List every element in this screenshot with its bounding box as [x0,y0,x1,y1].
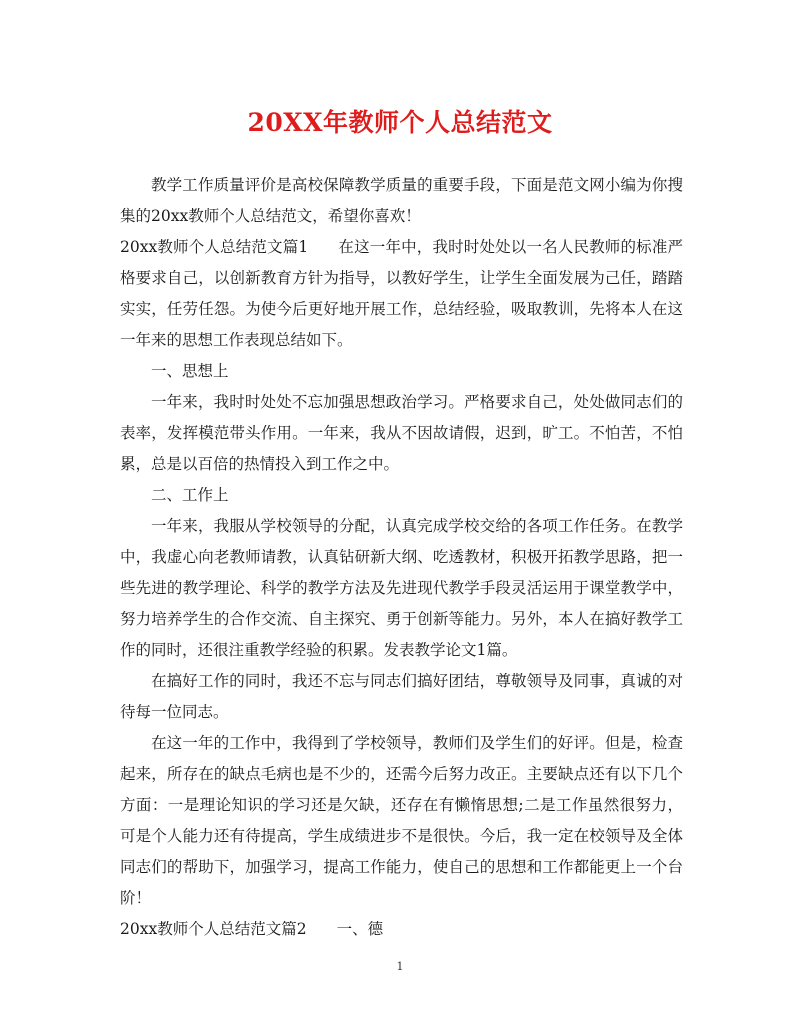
document-title: 20XX年教师个人总结范文 [247,108,553,137]
heading-thought: 一、思想上 [151,362,229,380]
paragraph-thought: 一年来，我时时处处不忘加强思想政治学习。严格要求自己，处处做同志们的表率，发挥模范带头作用。一年来，我从不因故请假，迟到，旷工。不怕苦，不怕累，总是以百倍的热情投入到工作之中。 [120,393,683,473]
paragraph-work: 一年来，我服从学校领导的分配，认真完成学校交给的各项工作任务。在教学中，我虚心向老教师请教，认真钻研新大纲、吃透教材，积极开拓教学思路，把一些先进的教学理论、科学的教学方法及先进现代教学手段灵活运用于课堂教学中，努力培养学生的合作交流、自主探究、勇于创新等能力。另外，本人在搞好教学工作的同时，还很注重教学经验的积累。发表教学论文1篇。 [120,517,683,659]
paragraph-section-1 [120,232,683,356]
heading-work: 二、工作上 [151,486,229,504]
section-heading-2: 20xx教师个人总结范文篇2 [120,920,307,938]
paragraph-section-2 [120,914,683,945]
section-2-text: 一、德 [336,920,384,938]
paragraph-evaluation: 在这一年的工作中，我得到了学校领导，教师们及学生们的好评。但是，检查起来，所存在的缺点毛病也是不少的，还需今后努力改正。主要缺点还有以下几个方面：一是理论知识的学习还是欠缺，还存在有懒惰思想;二是工作虽然很努力，可是个人能力还有待提高，学生成绩进步不是很快。今后，我一定在校领导及全体同志们的帮助下，加强学习，提高工作能力，使自己的思想和工作都能更上一个台阶！ [120,734,683,907]
paragraph-intro: 教学工作质量评价是高校保障教学质量的重要手段，下面是范文网小编为你搜集的20xx教师个人总结范文，希望你喜欢！ [120,176,683,225]
document-body [120,170,683,945]
section-1-text: 在这一年中，我时时处处以一名人民教师的标准严格要求自己，以创新教育方针为指导，以教好学生，让学生全面发展为己任，踏踏实实，任劳任怨。为使今后更好地开展工作，总结经验，吸取教训，先将本人在这一年来的思想工作表现总结如下。 [120,238,683,349]
paragraph-unity: 在搞好工作的同时，我还不忘与同志们搞好团结，尊敬领导及同事，真诚的对待每一位同志。 [120,672,683,721]
section-heading-1: 20xx教师个人总结范文篇1 [120,238,309,256]
page-number: 1 [396,960,404,973]
